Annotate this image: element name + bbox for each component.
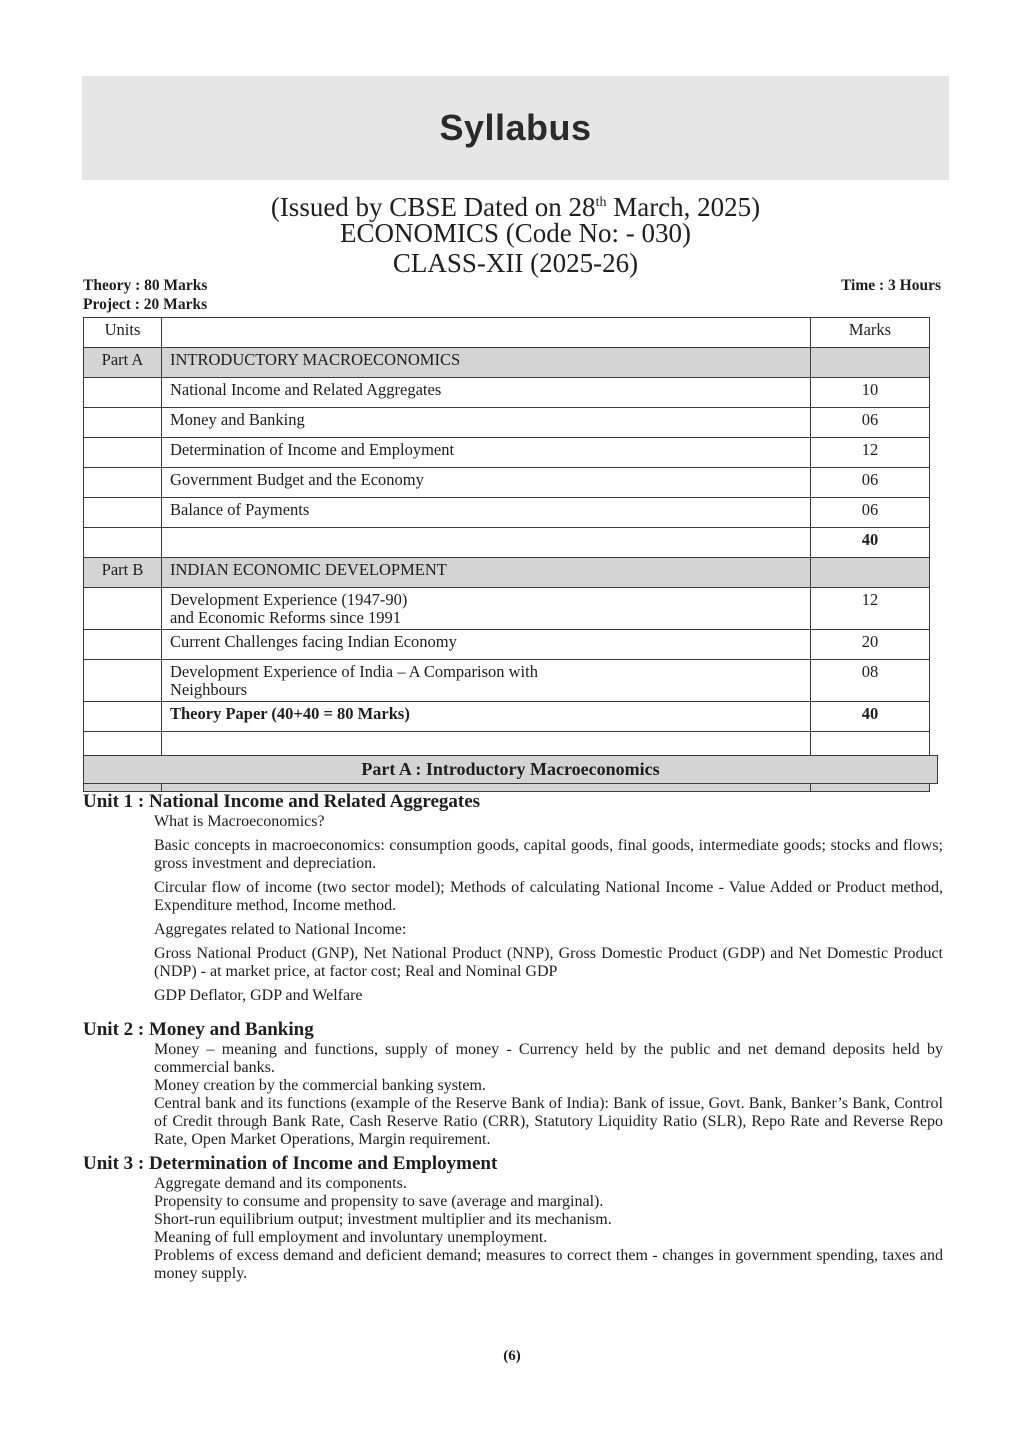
unit-cell bbox=[84, 498, 162, 528]
marks-cell: 12 bbox=[811, 588, 930, 630]
unit-cell bbox=[84, 660, 162, 702]
description-cell: Current Challenges facing Indian Economy bbox=[162, 630, 811, 660]
title-band bbox=[82, 76, 949, 180]
issued-suffix: March, 2025) bbox=[606, 192, 761, 222]
marks-cell: 10 bbox=[811, 378, 930, 408]
subject-line: ECONOMICS (Code No: - 030) bbox=[340, 218, 691, 248]
topic-item: Problems of excess demand and deficient demand; measures to correct them - changes in government spending, taxes and money supply. bbox=[154, 1247, 943, 1282]
description-cell: Money and Banking bbox=[162, 408, 811, 438]
description-cell: INDIAN ECONOMIC DEVELOPMENT bbox=[162, 558, 811, 588]
page-title: Syllabus bbox=[439, 107, 592, 148]
description-cell: INTRODUCTORY MACROECONOMICS bbox=[162, 348, 811, 378]
header-marks: Marks bbox=[811, 318, 930, 348]
table-row bbox=[84, 528, 930, 558]
unit-1 bbox=[83, 791, 943, 1011]
unit-3-items bbox=[154, 1175, 943, 1283]
unit-cell: Part B bbox=[84, 558, 162, 588]
table-row bbox=[84, 630, 930, 660]
unit-1-title: Unit 1 : National Income and Related Aggregates bbox=[83, 791, 481, 812]
description-cell: Development Experience (1947-90) and Economic Reforms since 1991 bbox=[162, 588, 811, 630]
marks-cell bbox=[811, 558, 930, 588]
unit-cell bbox=[84, 408, 162, 438]
table-row bbox=[84, 408, 930, 438]
page-number: (6) bbox=[503, 1348, 521, 1364]
header-desc bbox=[162, 318, 811, 348]
unit-cell bbox=[84, 378, 162, 408]
marks-cell: 06 bbox=[811, 408, 930, 438]
table-row bbox=[84, 468, 930, 498]
topic-item: Central bank and its functions (example of the Reserve Bank of India): Bank of issue, Govt. Bank, Banker’s Bank, Control of Credit through Bank Rate, Cash Reserve Ratio (CRR), Statutory Liquidity Ratio (SLR), Repo Rate and Reverse Repo Rate, Open Market Operations, Margin requirement. bbox=[154, 1095, 943, 1148]
topic-item: Propensity to consume and propensity to save (average and marginal). bbox=[154, 1193, 604, 1210]
table-row bbox=[84, 438, 930, 468]
time-allowed: Time : 3 Hours bbox=[840, 277, 941, 294]
unit-cell bbox=[84, 588, 162, 630]
topic-item: Aggregate demand and its components. bbox=[154, 1175, 407, 1192]
marks-cell: 40 bbox=[811, 528, 930, 558]
table-row bbox=[84, 702, 930, 732]
table-row bbox=[84, 378, 930, 408]
marks-cell bbox=[811, 348, 930, 378]
description-cell bbox=[162, 528, 811, 558]
marks-cell: 20 bbox=[811, 630, 930, 660]
marks-cell: 40 bbox=[811, 702, 930, 732]
issued-sup: th bbox=[595, 195, 607, 210]
marks-cell: 06 bbox=[811, 468, 930, 498]
issued-text: (Issued by CBSE Dated on 28 bbox=[270, 192, 596, 222]
description-cell: Government Budget and the Economy bbox=[162, 468, 811, 498]
unit-3 bbox=[83, 1153, 943, 1283]
table-row bbox=[84, 348, 930, 378]
unit-cell bbox=[84, 702, 162, 732]
topic-item: What is Macroeconomics? bbox=[154, 813, 325, 830]
topic-item: Money – meaning and functions, supply of money - Currency held by the public and net demand deposits held by commercial banks. bbox=[154, 1041, 943, 1076]
unit-2 bbox=[83, 1019, 943, 1149]
header-units: Units bbox=[84, 318, 162, 348]
topic-item: Basic concepts in macroeconomics: consumption goods, capital goods, final goods, intermediate goods; stocks and flows; gross investment and depreciation. bbox=[154, 837, 943, 872]
unit-2-title: Unit 2 : Money and Banking bbox=[83, 1019, 314, 1040]
unit-cell bbox=[84, 438, 162, 468]
topic-item: Money creation by the commercial banking system. bbox=[154, 1077, 486, 1094]
table-row bbox=[84, 588, 930, 630]
description-cell: Theory Paper (40+40 = 80 Marks) bbox=[162, 702, 811, 732]
marks-cell: 08 bbox=[811, 660, 930, 702]
unit-cell bbox=[84, 468, 162, 498]
topic-item: Short-run equilibrium output; investment multiplier and its mechanism. bbox=[154, 1211, 612, 1228]
description-cell: Development Experience of India – A Comparison with Neighbours bbox=[162, 660, 811, 702]
theory-marks: Theory : 80 Marks bbox=[83, 277, 208, 294]
table-row bbox=[84, 660, 930, 702]
unit-cell bbox=[84, 630, 162, 660]
marks-cell: 12 bbox=[811, 438, 930, 468]
marks-table bbox=[83, 317, 930, 792]
table-row bbox=[84, 498, 930, 528]
topic-item: Meaning of full employment and involuntary unemployment. bbox=[154, 1229, 548, 1246]
topic-item: Gross National Product (GNP), Net National Product (NNP), Gross Domestic Product (GDP) and Net Domestic Product (NDP) - at market price, at factor cost; Real and Nominal GDP bbox=[154, 945, 943, 980]
issued-line bbox=[82, 188, 949, 222]
topic-item: Aggregates related to National Income: bbox=[154, 921, 407, 938]
table-header-row bbox=[84, 318, 930, 348]
topic-item: Circular flow of income (two sector model); Methods of calculating National Income - Value Added or Product method, Expenditure method, Income method. bbox=[154, 879, 943, 914]
unit-cell bbox=[84, 528, 162, 558]
description-cell: Determination of Income and Employment bbox=[162, 438, 811, 468]
unit-3-title: Unit 3 : Determination of Income and Employment bbox=[83, 1153, 498, 1174]
unit-cell: Part A bbox=[84, 348, 162, 378]
project-marks: Project : 20 Marks bbox=[83, 296, 208, 313]
topic-item: GDP Deflator, GDP and Welfare bbox=[154, 987, 363, 1004]
unit-2-items bbox=[154, 1041, 943, 1149]
marks-cell: 06 bbox=[811, 498, 930, 528]
description-cell: National Income and Related Aggregates bbox=[162, 378, 811, 408]
class-line: CLASS-XII (2025-26) bbox=[392, 248, 639, 278]
part-a-banner: Part A : Introductory Macroeconomics bbox=[83, 755, 938, 784]
description-cell: Balance of Payments bbox=[162, 498, 811, 528]
unit-1-items bbox=[154, 813, 943, 1005]
table-row bbox=[84, 558, 930, 588]
